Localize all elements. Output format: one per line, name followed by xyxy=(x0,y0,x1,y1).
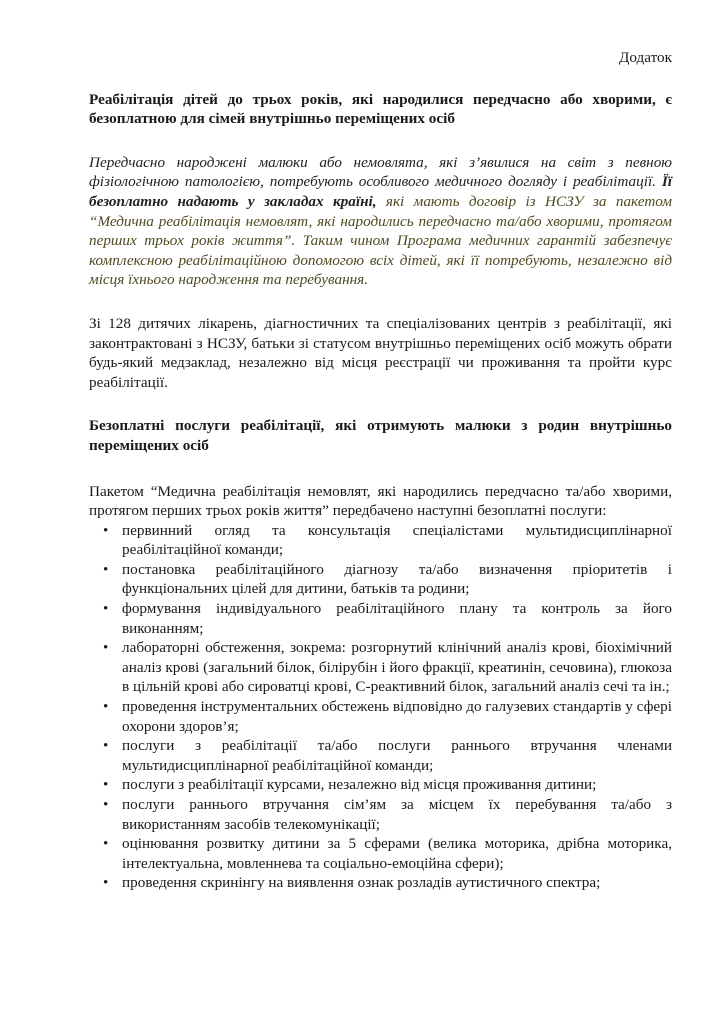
list-item-text: постановка реабілітаційного діагнозу та/або визначення пріоритетів і функціональних цілей для дитини, батьків та родини; xyxy=(122,560,672,598)
bullet-icon: • xyxy=(103,835,109,853)
list-item xyxy=(89,560,672,599)
bullet-icon: • xyxy=(103,874,109,892)
document-title: Реабілітація дітей до трьох років, які народилися передчасно або хворими, є безоплатною для сімей внутрішньо переміщених осіб xyxy=(89,90,672,128)
bullet-icon: • xyxy=(103,639,109,657)
list-item-text: первинний огляд та консультація спеціалістами мультидисциплінарної реабілітаційної команди; xyxy=(122,521,672,559)
list-item-text: лабораторні обстеження, зокрема: розгорнутий клінічний аналіз крові, біохімічний аналіз крові (загальний білок, білірубін і його фракції, креатинін, сечовина), глюкоза в цільній крові або сироватці крові, С-реактивний білок, загальний аналіз сечі та ін.; xyxy=(122,639,672,696)
services-intro: Пакетом “Медична реабілітація немовлят, які народились передчасно та/або хворими, протягом перших трьох років життя” передбачено наступні безоплатні послуги: xyxy=(89,482,672,520)
list-item xyxy=(89,834,672,873)
bullet-icon: • xyxy=(103,796,109,813)
list-item xyxy=(89,697,672,736)
list-item-text: проведення інструментальних обстежень відповідно до галузевих стандартів у сфері охорони здоров’я; xyxy=(122,698,672,735)
list-item-text: оцінювання розвитку дитини за 5 сферами (велика моторика, дрібна моторика, інтелектуальна, мовленнева та соціально-емоційна сфери); xyxy=(122,835,672,872)
intro-text-part3: які мають договір із НСЗУ за пакетом “Медична реабілітація немовлят, які народились передчасно та/або хворими, протягом перших трьох років життя”. Таким чином Програма медичних гарантій забезпечує комплексною реабілітаційною допомогою всіх дітей, які її потребують, незалежно від місця їхнього народження та перебування. xyxy=(89,192,672,289)
list-item xyxy=(89,736,672,775)
list-item xyxy=(89,638,672,697)
list-item xyxy=(89,795,672,834)
bullet-icon: • xyxy=(103,698,109,716)
document-page xyxy=(89,48,672,893)
bullet-icon: • xyxy=(103,521,109,539)
services-subtitle: Безоплатні послуги реабілітації, які отримують малюки з родин внутрішньо переміщених осіб xyxy=(89,417,672,454)
services-list xyxy=(89,521,672,893)
bullet-icon: • xyxy=(103,737,109,755)
intro-text-emphasis: Її безоплатно надають у закладах країні, xyxy=(89,173,672,210)
annex-label: Додаток xyxy=(619,49,672,66)
list-item xyxy=(89,775,672,795)
list-item-text: послуги з реабілітації та/або послуги раннього втручання членами мультидисциплінарної реабілітаційної команди; xyxy=(122,737,672,774)
list-item xyxy=(89,873,672,893)
intro-paragraph xyxy=(89,153,672,290)
intro-text-part1: Передчасно народжені малюки або немовлята, які з’явилися на світ з певною фізіологічною патологією, потребують особливого медичного догляду і реабілітації. xyxy=(89,153,672,191)
list-item xyxy=(89,521,672,560)
bullet-icon: • xyxy=(103,776,109,794)
list-item xyxy=(89,599,672,638)
bullet-icon: • xyxy=(103,560,109,578)
list-item-text: послуги раннього втручання сім’ям за місцем їх перебування та/або з використанням засобів телекомунікації; xyxy=(122,796,672,833)
list-item-text: формування індивідуального реабілітаційного плану та контроль за його виконанням; xyxy=(122,600,672,637)
list-item-text: послуги з реабілітації курсами, незалежно від місця проживання дитини; xyxy=(122,776,597,794)
bullet-icon: • xyxy=(103,600,109,618)
hospitals-paragraph: Зі 128 дитячих лікарень, діагностичних та спеціалізованих центрів з реабілітації, які законтрактовані з НСЗУ, батьки зі статусом внутрішньо переміщених осіб можуть обрати будь-який медзаклад, незалежно від місця реєстрації чи проживання та пройти курс реабілітації. xyxy=(89,314,672,391)
list-item-text: проведення скринінгу на виявлення ознак розладів аутистичного спектра; xyxy=(122,874,601,892)
